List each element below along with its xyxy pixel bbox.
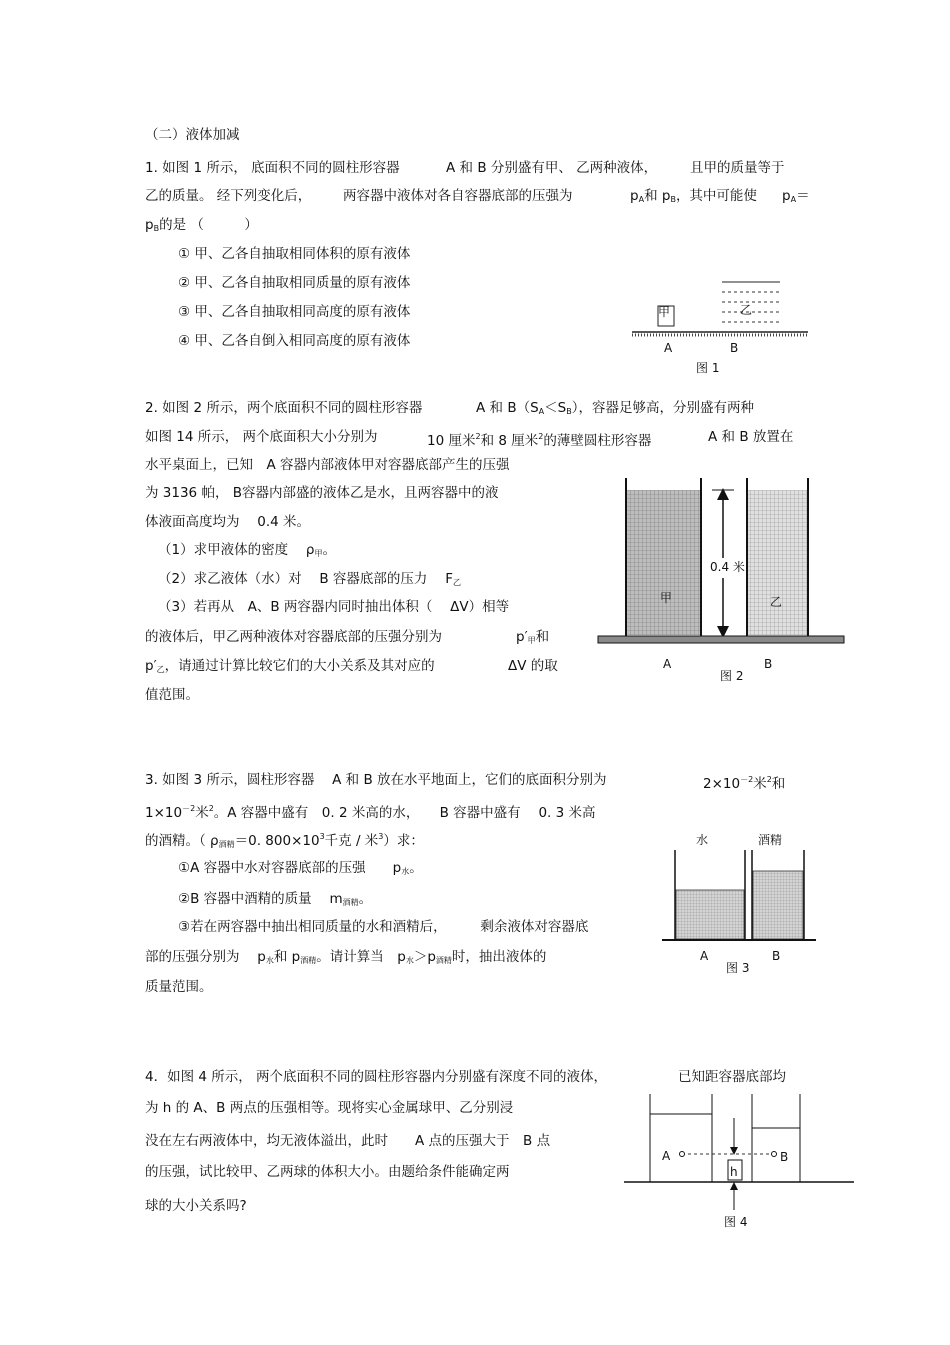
q3-line1b: $2\times 10^{-2}$米$^2$和 <box>703 775 786 792</box>
fig2-liquid-b <box>748 490 807 635</box>
q1-option-2: ② 甲、乙各自抽取相同质量的原有液体 <box>178 275 411 291</box>
fig4-caption: 图 4 <box>724 1215 748 1229</box>
fig2-label-yi: 乙 <box>770 595 783 609</box>
q3-line3: 的酒精。（ $\rho_{酒精}=0$. $800\times 10^3$千克 / 米$^3$）求： <box>145 832 424 849</box>
q2-sub1: （1）求甲液体的密度 $\rho_甲$。 <box>158 542 336 558</box>
q1-option-1: ① 甲、乙各自抽取相同体积的原有液体 <box>178 246 411 262</box>
q1-line2b: 两容器中液体对各自容器底部的压强为 <box>343 188 573 204</box>
fig2-label-b: B <box>764 657 773 671</box>
fig1-caption: 图 1 <box>696 361 720 375</box>
q2-line9c: ΔV 的取 <box>508 658 558 674</box>
q1-option-4: ④ 甲、乙各自倒入相同高度的原有液体 <box>178 333 411 349</box>
fig2-liquid-a <box>627 490 700 635</box>
q3-line7: 部的压强分别为 $p_水$和 $p_{酒精}$。请计算当 $p_水>p_{酒精}$时，抽出液体的 <box>145 949 547 965</box>
q3-sub3: ③若在两容器中抽出相同质量的水和酒精后， 剩余液体对容器底 <box>178 919 589 935</box>
fig2-height-label: 0.4 米 <box>710 560 745 574</box>
q4-line1b: 已知距容器底部均 <box>678 1069 786 1085</box>
q3-line8: 质量范围。 <box>145 979 213 995</box>
section-title: （二）液体加减 <box>145 127 240 143</box>
q2-sub2: （2）求乙液体（水）对 B 容器底部的压力 $F_乙$ <box>158 571 461 587</box>
fig3-alcohol <box>753 871 803 939</box>
fig1-label-yi: 乙 <box>740 303 753 317</box>
fig3-water <box>676 890 744 939</box>
q2-line4: 为 3136 帕， B容器内部盛的液体乙是水，且两容器中的液 <box>145 485 499 501</box>
q4-line4: 的压强，试比较甲、乙两球的体积大小。由题给条件能确定两 <box>145 1164 510 1180</box>
fig4-point-b <box>772 1152 777 1157</box>
q2-line8b: $p'_甲$和 <box>516 629 550 645</box>
q2-line10: 值范围。 <box>145 687 199 703</box>
q4-line3: 没在左右两液体中，均无液体溢出，此时 A 点的压强大于 B 点 <box>145 1133 551 1149</box>
fig2-label-a: A <box>663 657 672 671</box>
q2-line8a: 的液体后，甲乙两种液体对容器底部的压强分别为 <box>145 629 442 645</box>
fig2-label-jia: 甲 <box>660 591 673 605</box>
figure-3 <box>660 828 820 978</box>
figure-2 <box>598 478 848 688</box>
fig3-caption: 图 3 <box>726 961 750 975</box>
q1-line1a: 1. 如图 1 所示， 底面积不同的圆柱形容器 <box>145 160 400 176</box>
fig1-label-a: A <box>664 341 673 355</box>
q2-line3: 水平桌面上，已知 A 容器内部液体甲对容器底部产生的压强 <box>145 457 510 473</box>
fig4-label-a: A <box>662 1149 671 1163</box>
q1-line2a: 乙的质量。 经下列变化后， <box>145 188 312 204</box>
fig3-label-alcohol: 酒精 <box>758 833 783 847</box>
q1-option-3: ③ 甲、乙各自抽取相同高度的原有液体 <box>178 304 411 320</box>
q1-line1c: 且甲的质量等于 <box>690 160 785 176</box>
q3-sub1: ①A 容器中水对容器底部的压强 $p_水$。 <box>178 860 423 876</box>
q2-sub3: （3）若再从 A、B 两容器内同时抽出体积（ ΔV）相等 <box>158 599 510 615</box>
q3-sub2: ②B 容器中酒精的质量 $m_{酒精}$。 <box>178 891 373 907</box>
q2-line5: 体液面高度均为 0.4 米。 <box>145 514 311 530</box>
fig2-caption: 图 2 <box>720 669 744 683</box>
q2-line1a: 2. 如图 2 所示，两个底面积不同的圆柱形容器 <box>145 400 423 416</box>
q1-line2d: $p_A=$ <box>782 188 810 204</box>
q2-line1b: A 和 $B(S_A<S_B)$，容器足够高，分别盛有两种 <box>476 400 754 416</box>
q2-line2a: 如图 14 所示， 两个底面积大小分别为 <box>145 429 378 445</box>
figure-4 <box>620 1094 860 1234</box>
fig4-point-a <box>680 1152 685 1157</box>
q1-line1b: A 和 B 分别盛有甲、 乙两种液体， <box>446 160 658 176</box>
fig3-label-b: B <box>772 949 781 963</box>
q1-line2c: $p_A$和 $p_B$，其中可能使 <box>630 188 757 204</box>
q2-line9a: $p'_乙$，请通过计算比较它们的大小关系及其对应的 <box>145 658 435 674</box>
fig4-label-h: h <box>730 1165 738 1179</box>
q4-line2: 为 h 的 A、B 两点的压强相等。现将实心金属球甲、乙分别浸 <box>145 1100 514 1116</box>
q2-line2e: A 和 B 放置在 <box>708 429 794 445</box>
q3-line2: $1\times 10^{-2}$米$^2$。A 容器中盛有 0. 2 米高的水， B 容器中盛有 0. 3 米高 <box>145 804 596 821</box>
q4-line5: 球的大小关系吗? <box>145 1198 247 1214</box>
fig1-label-b: B <box>730 341 739 355</box>
q4-line1a: 4．如图 4 所示， 两个底面积不同的圆柱形容器内分别盛有深度不同的液体， <box>145 1069 608 1085</box>
fig3-label-water: 水 <box>696 833 709 847</box>
q3-line1a: 3. 如图 3 所示，圆柱形容器 A 和 B 放在水平地面上，它们的底面积分别为 <box>145 772 607 788</box>
q1-line3: $p_B$的是 （ ） <box>145 217 258 233</box>
fig1-label-jia: 甲 <box>658 305 671 319</box>
fig2-ground <box>598 636 844 643</box>
fig3-label-a: A <box>700 949 709 963</box>
figure-1 <box>620 270 820 380</box>
q2-line2b: 10 厘米$^2$和 8 厘米$^2$的薄壁圆柱形容器 <box>427 432 652 449</box>
fig4-label-b: B <box>780 1150 789 1164</box>
